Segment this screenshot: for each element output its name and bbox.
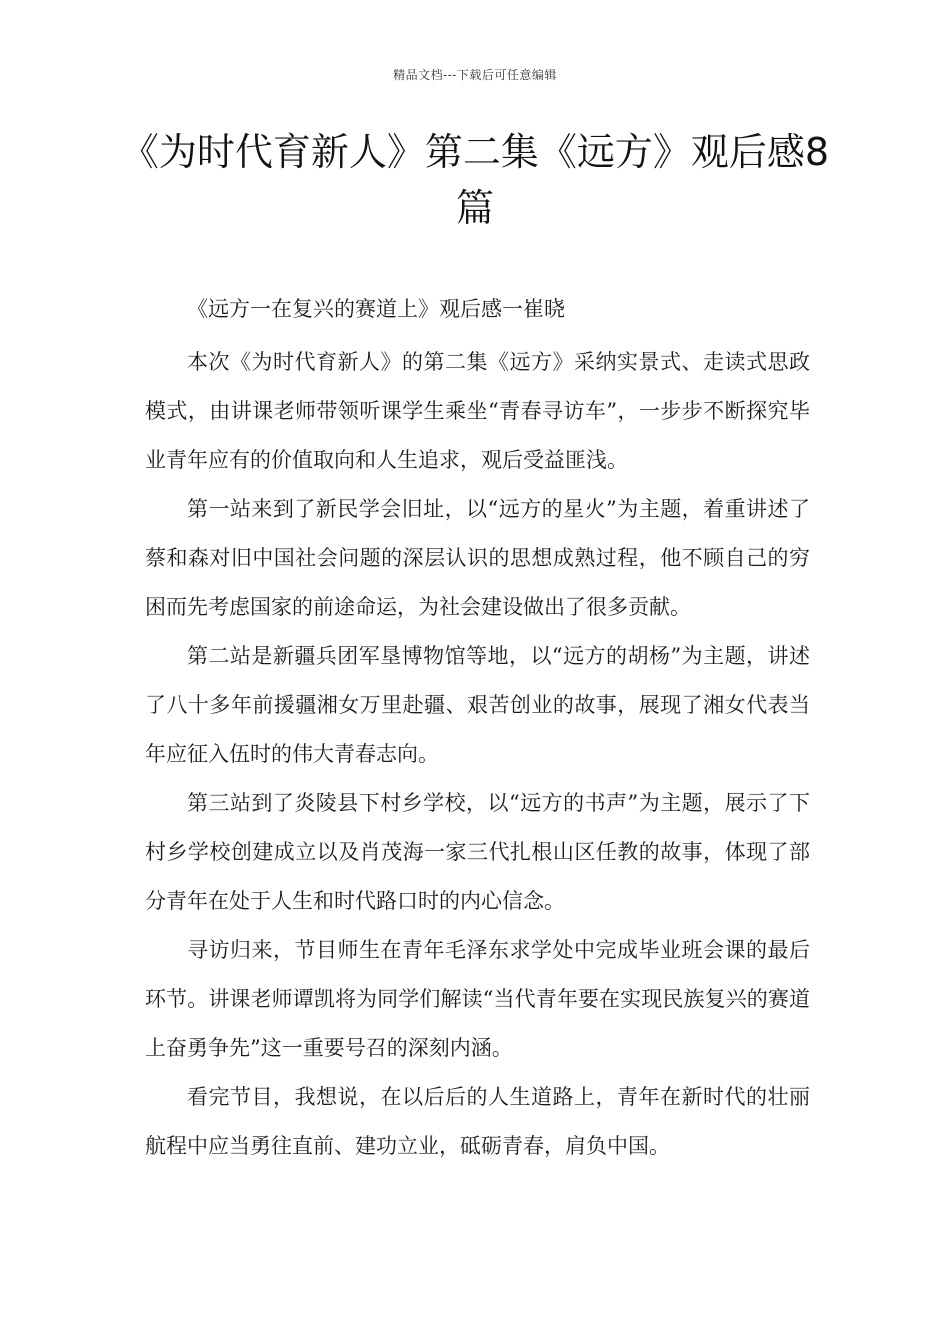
document-title: 《为时代育新人》第二集《远方》观后感8篇	[120, 130, 830, 230]
paragraph-conclusion: 看完节目，我想说，在以后后的人生道路上，青年在新时代的壮丽航程中应当勇往直前、建功立业，砥砺青春，肩负中国。	[145, 1085, 810, 1158]
paragraph-first-stop: 第一站来到了新民学会旧址，以“远方的星火”为主题，着重讲述了蔡和森对旧中国社会问题的深层认识的思想成熟过程，他不顾自己的穷困而先考虑国家的前途命运，为社会建设做出了很多贡献。	[145, 497, 810, 619]
document-subheading: 《远方一在复兴的赛道上》观后感一崔晓	[187, 297, 565, 321]
paragraph-intro: 本次《为时代育新人》的第二集《远方》采纳实景式、走读式思政模式，由讲课老师带领听课学生乘坐“青春寻访车”，一步步不断探究毕业青年应有的价值取向和人生追求，观后受益匪浅。	[145, 350, 810, 472]
document-body	[145, 285, 810, 1171]
paragraph-second-stop: 第二站是新疆兵团军垦博物馆等地，以“远方的胡杨”为主题，讲述了八十多年前援疆湘女万里赴疆、艰苦创业的故事，展现了湘女代表当年应征入伍时的伟大青春志向。	[145, 644, 810, 766]
paragraph-third-stop: 第三站到了炎陵县下村乡学校，以“远方的书声”为主题，展示了下村乡学校创建成立以及肖茂海一家三代扎根山区任教的故事，体现了部分青年在处于人生和时代路口时的内心信念。	[145, 791, 810, 913]
header-note: 精品文档---下载后可任意编辑	[393, 68, 557, 82]
paragraph-return: 寻访归来，节目师生在青年毛泽东求学处中完成毕业班会课的最后环节。讲课老师谭凯将为同学们解读“当代青年要在实现民族复兴的赛道上奋勇争先”这一重要号召的深刻内涵。	[145, 938, 810, 1060]
